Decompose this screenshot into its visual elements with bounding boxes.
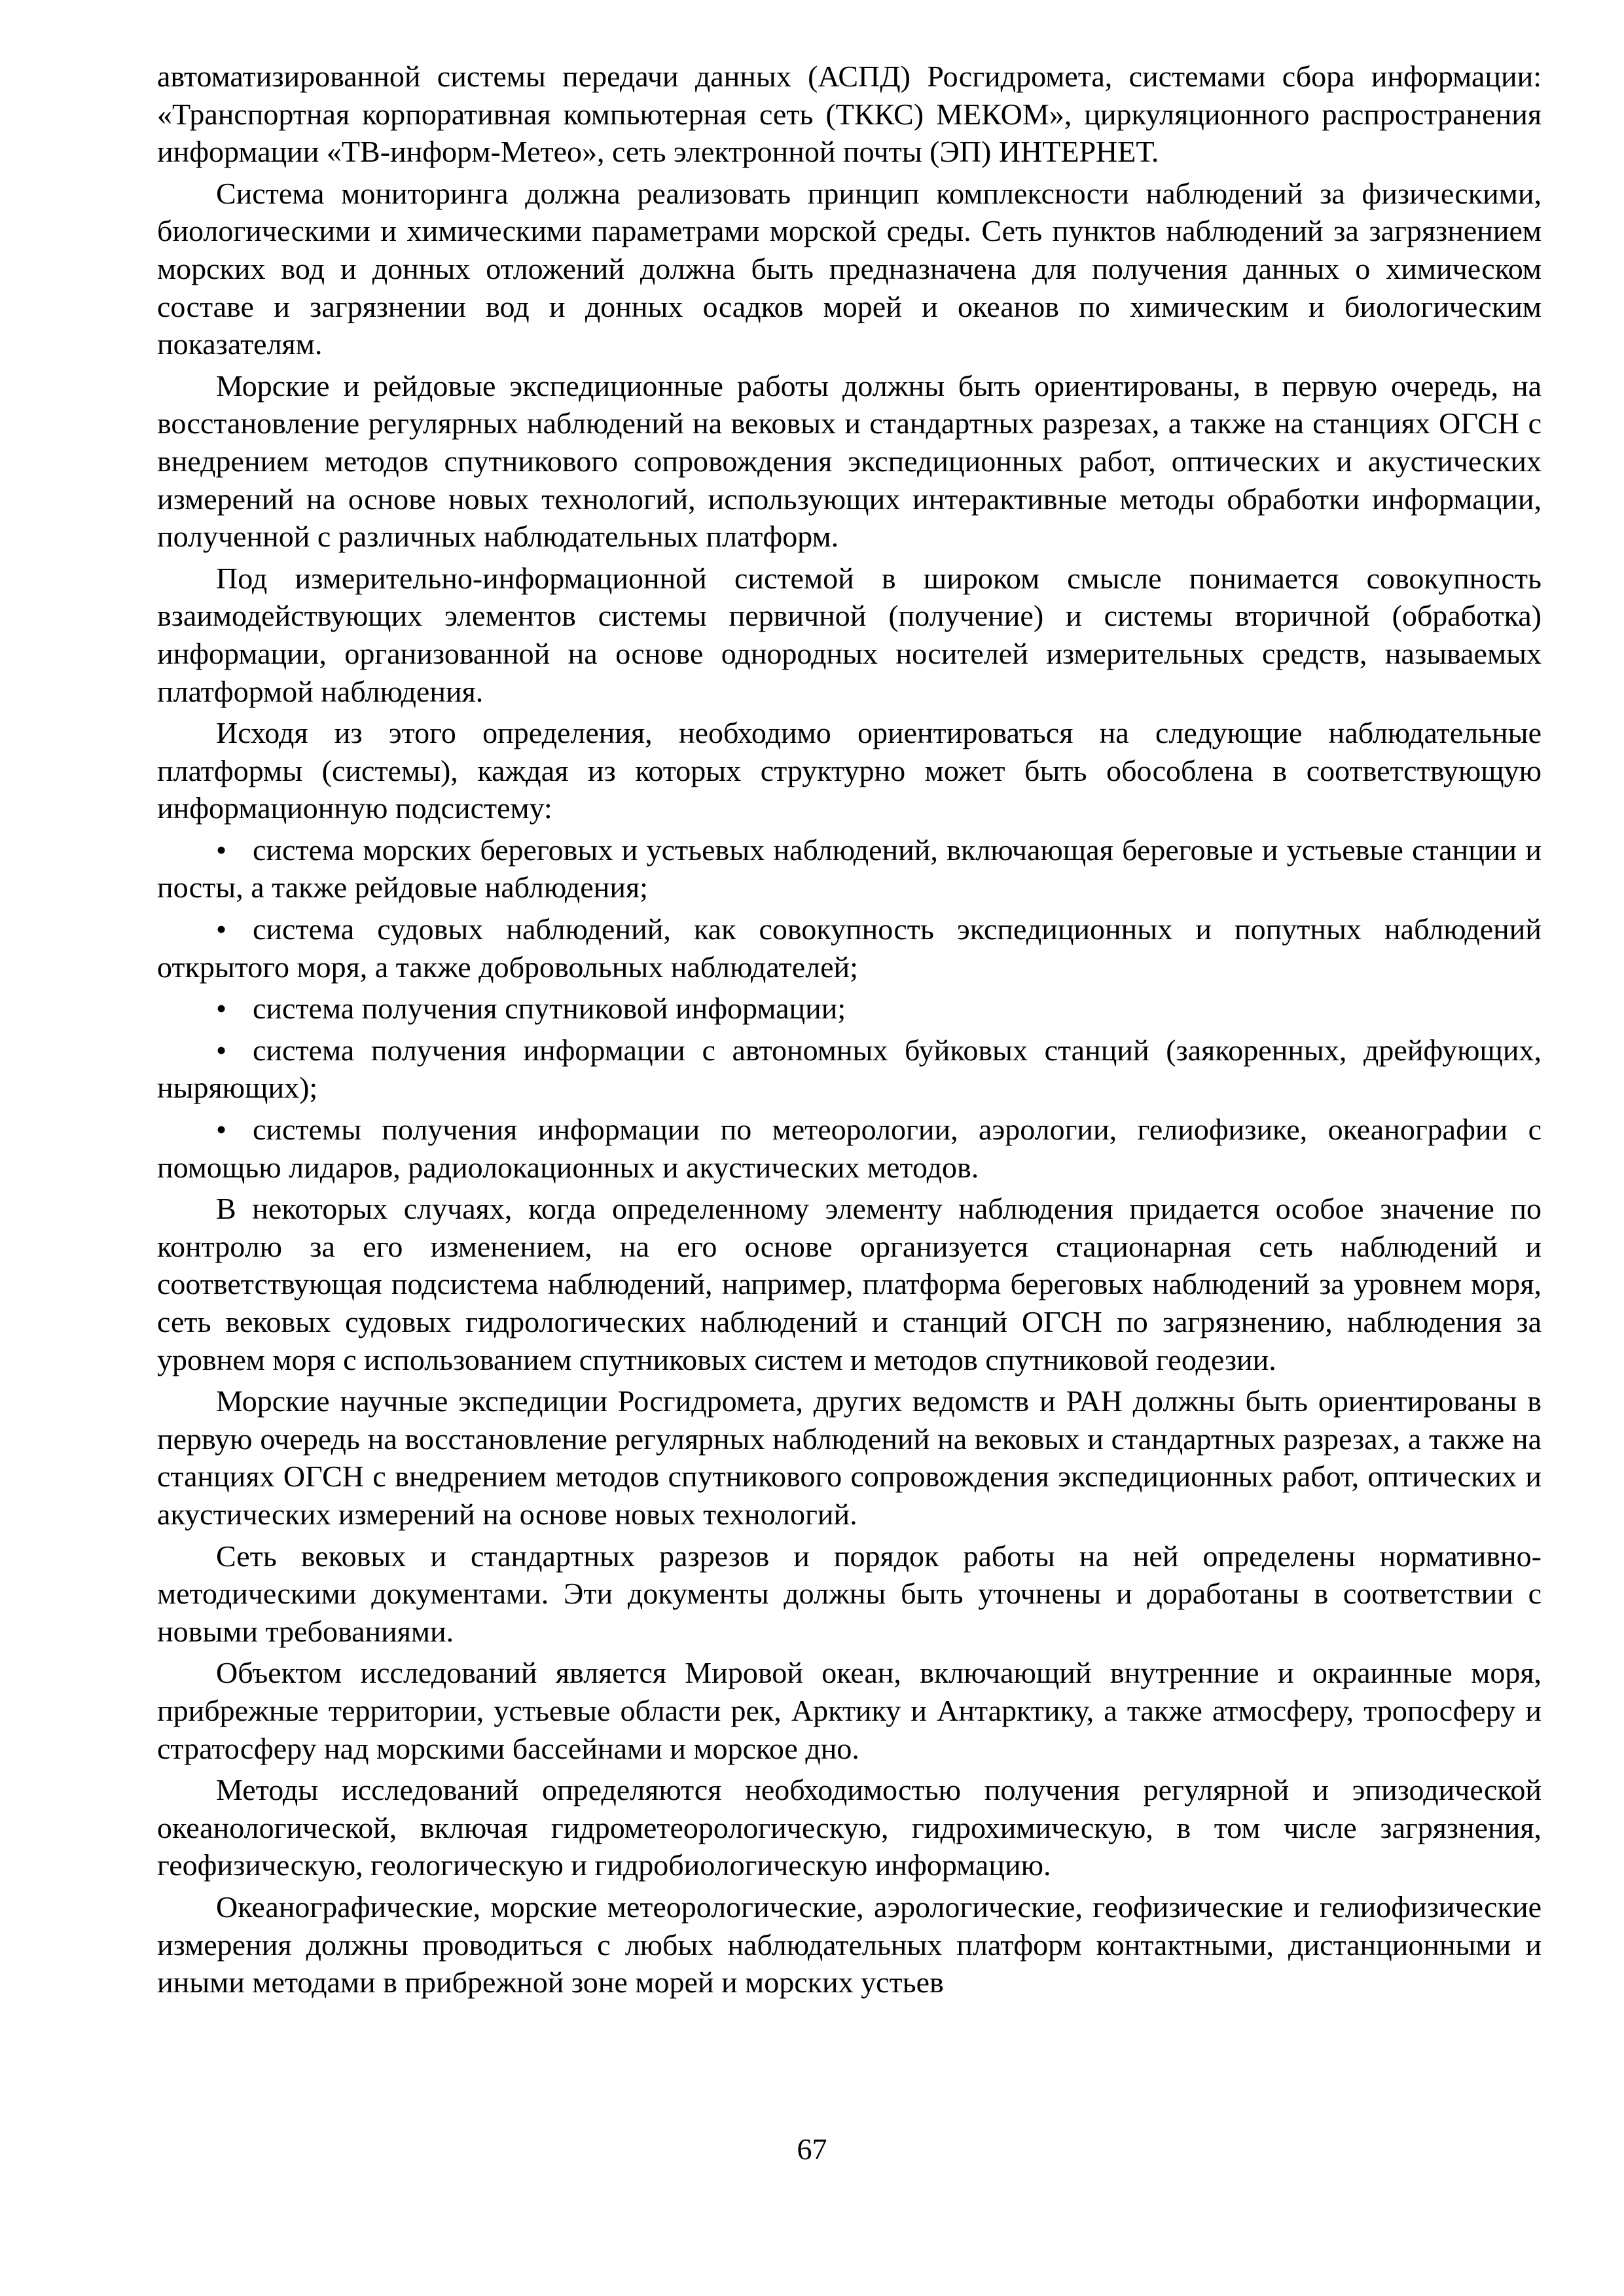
paragraph-continuation: автоматизированной системы передачи данных (АСПД) Росгидромета, системами сбора информации: «Транспортная корпоративная компьютерная сеть (ТККС) МЕКОМ», циркуляционного распространения информации «ТВ-информ-Метео», сеть электронной почты (ЭП) ИНТЕРНЕТ. — [157, 60, 1542, 169]
page-number: 67 — [797, 2132, 827, 2166]
bullet-icon: • — [216, 833, 227, 867]
paragraph-research-methods: Методы исследований определяются необходимостью получения регулярной и эпизодической океанологической, включая гидрометеорологическую, гидрохимическую, в том числе загрязнения, геофизическую, геологическую и гидробиологическую информацию. — [157, 1773, 1542, 1882]
list-item-text: система получения информации с автономных буйковых станций (заякоренных, дрейфующих, ныряющих); — [157, 1033, 1542, 1105]
paragraph-scientific-expeditions: Морские научные экспедиции Росгидромета, других ведомств и РАН должны быть ориентированы в первую очередь на восстановление регулярных наблюдений на вековых и стандартных разрезах, а также на станциях ОГСН с внедрением методов спутникового сопровождения экспедиционных работ, оптических и акустических измерений на основе новых технологий. — [157, 1384, 1542, 1531]
list-item-text: системы получения информации по метеорологии, аэрологии, гелиофизике, океанографии с помощью лидаров, радиолокационных и акустических методов. — [157, 1113, 1542, 1184]
list-item — [157, 831, 1542, 906]
paragraph-stationary-network: В некоторых случаях, когда определенному элементу наблюдения придается особое значение по контролю за его изменением, на его основе организуется стационарная сеть наблюдений и соответствующая подсистема наблюдений, например, платформа береговых наблюдений за уровнем моря, сеть вековых судовых гидрологических наблюдений и станций ОГСН по загрязнению, наблюдения за уровнем моря с использованием спутниковых систем и методов спутниковой геодезии. — [157, 1192, 1542, 1376]
list-item — [157, 1031, 1542, 1107]
bullet-icon: • — [216, 912, 227, 946]
paragraph-research-object: Объектом исследований является Мировой океан, включающий внутренние и окраинные моря, прибрежные территории, устьевые области рек, Арктику и Антарктику, а также атмосферу, тропосферу и стратосферу над морскими бассейнами и морское дно. — [157, 1656, 1542, 1765]
paragraph-measurements: Океанографические, морские метеорологические, аэрологические, геофизические и гелиофизические измерения должны проводиться с любых наблюдательных платформ контактными, дистанционными и иными методами в прибрежной зоне морей и морских устьев — [157, 1890, 1542, 2000]
list-item-text: система судовых наблюдений, как совокупность экспедиционных и попутных наблюдений открытого моря, а также добровольных наблюдателей; — [157, 912, 1542, 984]
list-item-text: система получения спутниковой информации; — [253, 992, 846, 1026]
paragraph-sections-network: Сеть вековых и стандартных разрезов и порядок работы на ней определены нормативно-методическими документами. Эти документы должны быть уточнены и доработаны в соответствии с новыми требованиями. — [157, 1539, 1542, 1648]
document-page — [157, 58, 1542, 2005]
paragraph-monitoring-system: Система мониторинга должна реализовать принцип комплексности наблюдений за физическими, биологическими и химическими параметрами морской среды. Сеть пунктов наблюдений за загрязнением морских вод и донных отложений должна быть предназначена для получения данных о химическом составе и загрязнении вод и донных осадков морей и океанов по химическим и биологическим показателям. — [157, 176, 1542, 361]
bullet-icon: • — [216, 1033, 227, 1067]
list-item — [157, 1111, 1542, 1186]
bullet-icon: • — [216, 1113, 227, 1147]
list-item — [157, 910, 1542, 986]
list-item — [157, 990, 1542, 1028]
list-item-text: система морских береговых и устьевых наблюдений, включающая береговые и устьевые станции и посты, а также рейдовые наблюдения; — [157, 833, 1542, 905]
paragraph-measurement-system: Под измерительно-информационной системой в широком смысле понимается совокупность взаимодействующих элементов системы первичной (получение) и системы вторичной (обработка) информации, организованной на основе однородных носителей измерительных средств, называемых платформой наблюдения. — [157, 561, 1542, 708]
paragraph-observation-platforms: Исходя из этого определения, необходимо ориентироваться на следующие наблюдательные платформы (системы), каждая из которых структурно может быть обособлена в соответствующую информационную подсистему: — [157, 716, 1542, 825]
paragraph-expedition-works: Морские и рейдовые экспедиционные работы должны быть ориентированы, в первую очередь, на восстановление регулярных наблюдений на вековых и стандартных разрезах, а также на станциях ОГСН с внедрением методов спутникового сопровождения экспедиционных работ, оптических и акустических измерений на основе новых технологий, использующих интерактивные методы обработки информации, полученной с различных наблюдательных платформ. — [157, 368, 1542, 554]
bullet-icon: • — [216, 992, 227, 1026]
